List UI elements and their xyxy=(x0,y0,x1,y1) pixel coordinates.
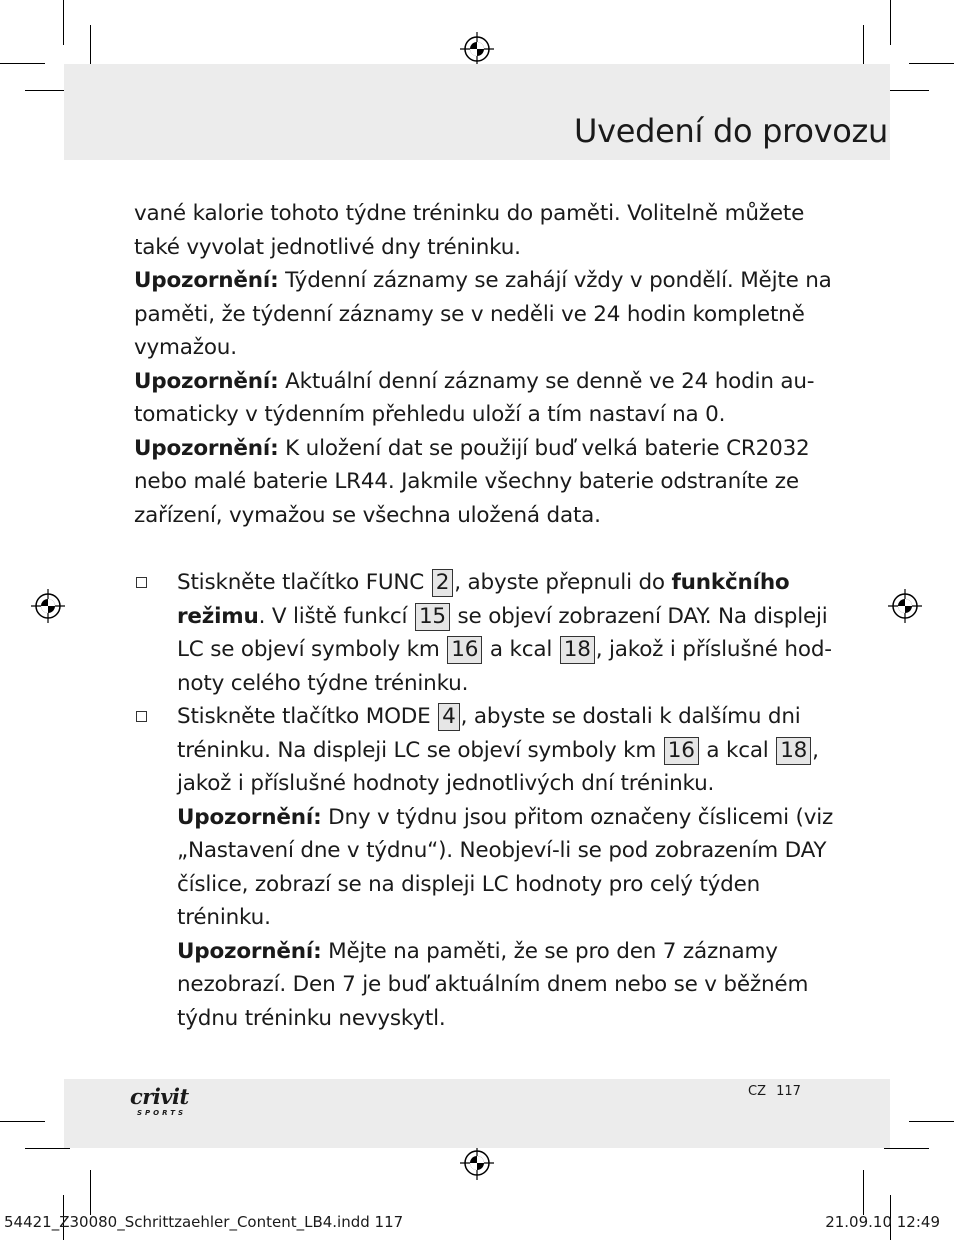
note-text: Aktuální denní záznamy se denně ve 24 hodin automaticky v týdenním přehledu uloží a tím nastaví na 0. xyxy=(134,368,815,427)
note-label: Upozornění: xyxy=(134,368,279,394)
registration-mark-icon xyxy=(888,589,922,623)
note-label: Upozornění: xyxy=(134,435,279,461)
crop-mark xyxy=(0,63,45,64)
crop-mark xyxy=(863,1170,864,1215)
page-number-value: 117 xyxy=(776,1084,801,1099)
list-item xyxy=(134,566,834,700)
reference-number: 18 xyxy=(776,737,811,765)
note-label: Upozornění: xyxy=(134,268,279,293)
intro-paragraph: vané kalorie tohoto týdne tréninku do paměti. Volitelně můžete také vyvolat jednotlivé dny tréninku. xyxy=(134,201,805,260)
crop-mark xyxy=(25,1148,70,1149)
brand-logo: crivit xyxy=(130,1084,189,1109)
step-paragraph: Stiskněte tlačítko FUNC 2 , abyste přepnuli do funkčního režimu. V liště funkcí 15 se objeví zobrazení DAY. Na displeji LC se objeví symboly km 16 a kcal 18 , jakož i příslušné hodnoty celého týdne tréninku. xyxy=(177,570,833,696)
language-code: CZ xyxy=(748,1084,766,1099)
page-content xyxy=(134,197,834,1035)
crop-mark xyxy=(890,0,891,45)
reference-number: 16 xyxy=(664,737,699,765)
crop-mark xyxy=(909,63,954,64)
reference-number: 2 xyxy=(432,569,453,597)
registration-mark-icon xyxy=(460,1146,494,1180)
page-number xyxy=(748,1084,801,1099)
note-paragraph xyxy=(134,264,834,365)
crop-mark xyxy=(63,0,64,45)
crop-mark xyxy=(0,1121,45,1122)
checkbox-bullet-icon xyxy=(136,577,147,588)
date-slug: 21.09.10 12:49 xyxy=(825,1213,940,1231)
note-paragraph xyxy=(177,935,834,1036)
note-label: Upozornění: xyxy=(177,804,322,830)
registration-mark-icon xyxy=(31,589,65,623)
note-paragraph xyxy=(134,432,834,533)
checkbox-bullet-icon xyxy=(136,711,147,722)
step-paragraph: Stiskněte tlačítko MODE 4 , abyste se dostali k dalšímu dni tréninku. Na displeji LC se objeví symboly km 16 a kcal 18 , jakož i příslušné hodnoty jednotlivých dní tréninku. xyxy=(177,704,819,796)
file-slug: 54421_Z30080_Schrittzaehler_Content_LB4.indd 117 xyxy=(4,1213,404,1231)
reference-number: 18 xyxy=(560,636,595,664)
crop-mark xyxy=(884,90,929,91)
page-title: Uvedení do provozu xyxy=(574,112,888,150)
note-text: Dny v týdnu jsou přitom označeny číslicemi (viz „Nastavení dne v týdnu“). Neobjeví-li se pod zobrazením DAY číslice, zobrazí se na displeji LC hodnoty pro celý týden tréninku. xyxy=(177,804,834,930)
note-text: Týdenní záznamy se zahájí vždy v pondělí. Mějte na paměti, že týdenní záznamy se v neděli ve 24 hodin kompletně vymažou. xyxy=(134,268,832,360)
crop-mark xyxy=(909,1121,954,1122)
reference-number: 15 xyxy=(415,603,450,631)
crop-mark xyxy=(90,1170,91,1215)
registration-mark-icon xyxy=(460,32,494,66)
note-text: K uložení dat se použijí buď velká baterie CR2032 nebo malé baterie LR44. Jakmile všechny baterie odstraníte ze zařízení, vymažou se všechna uložená data. xyxy=(134,435,810,528)
crop-mark xyxy=(884,1148,929,1149)
note-paragraph xyxy=(134,365,834,432)
list-item xyxy=(134,700,834,1035)
note-text: Mějte na paměti, že se pro den 7 záznamy nezobrazí. Den 7 je buď aktuálním dnem nebo se v běžném týdnu tréninku nevyskytl. xyxy=(177,938,809,1031)
reference-number: 4 xyxy=(438,703,459,731)
reference-number: 16 xyxy=(447,636,482,664)
note-label: Upozornění: xyxy=(177,938,322,964)
note-paragraph xyxy=(177,801,834,935)
brand-logo-sub: SPORTS xyxy=(137,1109,187,1117)
